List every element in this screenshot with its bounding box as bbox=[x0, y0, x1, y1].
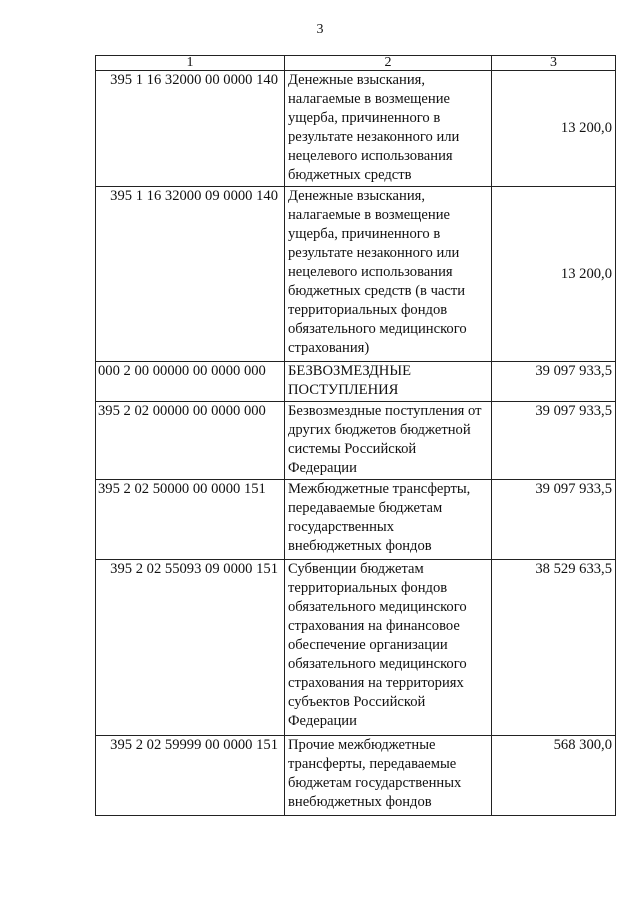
amount: 39 097 933,5 bbox=[492, 480, 616, 560]
revenue-name: Денежные взыскания, налагаемые в возмещение ущерба, причиненного в результате незаконного или нецелевого использования бюджетных средств bbox=[285, 71, 492, 187]
budget-code: 395 2 02 00000 00 0000 000 bbox=[96, 402, 285, 480]
table-row bbox=[96, 187, 616, 362]
budget-code: 000 2 00 00000 00 0000 000 bbox=[96, 362, 285, 402]
budget-code: 395 1 16 32000 09 0000 140 bbox=[96, 187, 285, 362]
amount: 13 200,0 bbox=[492, 71, 616, 187]
table-row bbox=[96, 480, 616, 560]
column-header-2: 2 bbox=[285, 56, 492, 71]
table-row bbox=[96, 560, 616, 736]
revenue-name: Прочие межбюджетные трансферты, передаваемые бюджетам государственных внебюджетных фондов bbox=[285, 736, 492, 816]
amount: 13 200,0 bbox=[492, 187, 616, 362]
table-row bbox=[96, 402, 616, 480]
budget-code: 395 2 02 59999 00 0000 151 bbox=[96, 736, 285, 816]
page-number: 3 bbox=[316, 22, 324, 37]
table-row bbox=[96, 362, 616, 402]
budget-code: 395 2 02 50000 00 0000 151 bbox=[96, 480, 285, 560]
amount: 38 529 633,5 bbox=[492, 560, 616, 736]
table-row bbox=[96, 71, 616, 187]
column-header-3: 3 bbox=[492, 56, 616, 71]
column-header-1: 1 bbox=[96, 56, 285, 71]
revenue-name: Межбюджетные трансферты, передаваемые бюджетам государственных внебюджетных фондов bbox=[285, 480, 492, 560]
amount: 39 097 933,5 bbox=[492, 362, 616, 402]
budget-code: 395 1 16 32000 00 0000 140 bbox=[96, 71, 285, 187]
revenue-table bbox=[95, 55, 616, 816]
revenue-name: Безвозмездные поступления от других бюджетов бюджетной системы Российской Федерации bbox=[285, 402, 492, 480]
revenue-name: БЕЗВОЗМЕЗДНЫЕ ПОСТУПЛЕНИЯ bbox=[285, 362, 492, 402]
revenue-name: Денежные взыскания, налагаемые в возмещение ущерба, причиненного в результате незаконного или нецелевого использования бюджетных средств (в части территориальных фондов обязательного медицинского страхования) bbox=[285, 187, 492, 362]
table-row bbox=[96, 736, 616, 816]
amount: 568 300,0 bbox=[492, 736, 616, 816]
revenue-name: Субвенции бюджетам территориальных фондов обязательного медицинского страхования на финансовое обеспечение организации обязательного медицинского страхования на территориях субъектов Российской Федерации bbox=[285, 560, 492, 736]
budget-code: 395 2 02 55093 09 0000 151 bbox=[96, 560, 285, 736]
amount: 39 097 933,5 bbox=[492, 402, 616, 480]
table-header-row bbox=[96, 56, 616, 71]
